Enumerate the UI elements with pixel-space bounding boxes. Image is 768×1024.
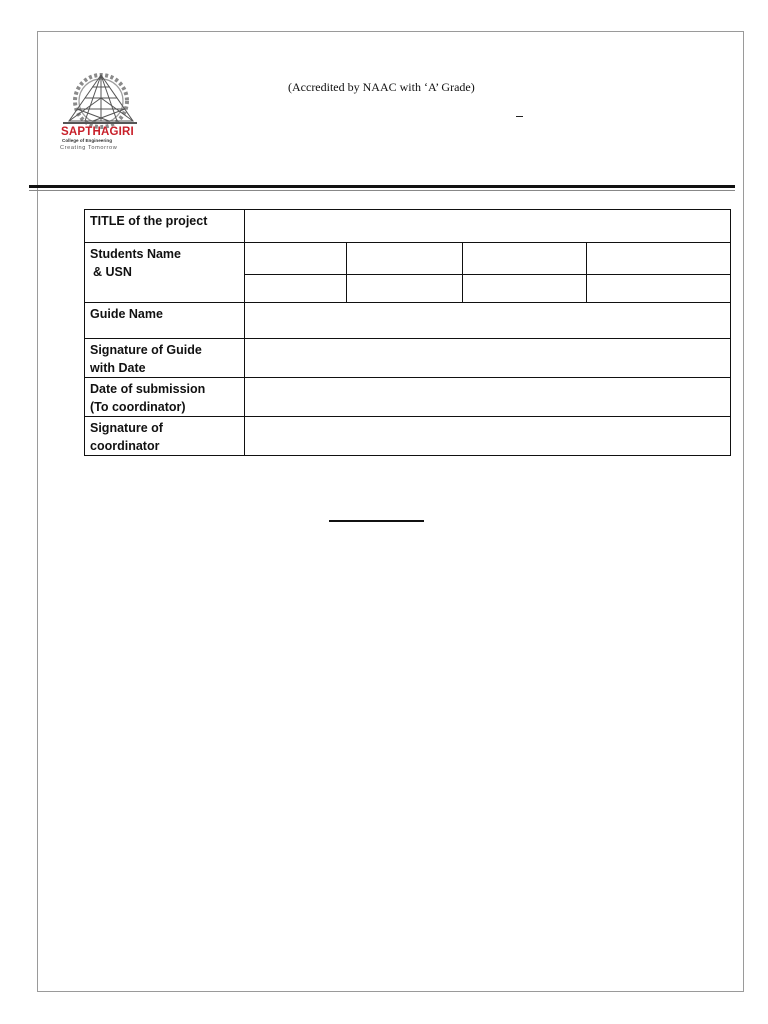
college-crest-logo-icon (59, 69, 149, 151)
student-1-usn-cell[interactable] (245, 275, 347, 303)
student-4-name-cell[interactable] (587, 243, 731, 275)
title-label: TITLE of the project (90, 214, 208, 228)
svg-text:College of Engineering: College of Engineering (62, 138, 113, 143)
svg-text:SAPTHAGIRI: SAPTHAGIRI (61, 126, 134, 138)
table-row (85, 339, 731, 378)
header-divider (29, 185, 735, 188)
submission-date-input-cell[interactable] (245, 378, 731, 417)
students-label-cell (85, 243, 245, 303)
student-1-name-cell[interactable] (245, 243, 347, 275)
dash-mark (516, 116, 523, 117)
table-row (85, 378, 731, 417)
usn-label-line: & USN (93, 265, 132, 279)
table-row (85, 210, 731, 243)
guide-signature-label-cell (85, 339, 245, 378)
accreditation-text: (Accredited by NAAC with ‘A’ Grade) (288, 80, 475, 94)
table-row (85, 303, 731, 339)
student-2-usn-cell[interactable] (347, 275, 463, 303)
submission-date-label-cell (85, 378, 245, 417)
header-divider-thin (29, 190, 735, 191)
coordinator-signature-input-cell[interactable] (245, 417, 731, 456)
guide-signature-input-cell[interactable] (245, 339, 731, 378)
submission-to-coordinator-line: (To coordinator) (90, 400, 186, 414)
document-page (37, 31, 744, 992)
student-4-usn-cell[interactable] (587, 275, 731, 303)
guide-signature-label-line: Signature of Guide (90, 343, 202, 357)
student-3-name-cell[interactable] (463, 243, 587, 275)
coordinator-signature-label-line: Signature of (90, 421, 163, 435)
title-label-cell (85, 210, 245, 243)
signature-line (329, 520, 424, 522)
title-input-cell[interactable] (245, 210, 731, 243)
guide-name-label: Guide Name (90, 307, 163, 321)
guide-name-input-cell[interactable] (245, 303, 731, 339)
svg-text:Creating Tomorrow: Creating Tomorrow (60, 145, 118, 151)
coordinator-label-line: coordinator (90, 439, 160, 453)
guide-name-label-cell (85, 303, 245, 339)
coordinator-signature-label-cell (85, 417, 245, 456)
table-row (85, 243, 731, 275)
project-details-table (84, 209, 731, 456)
student-3-usn-cell[interactable] (463, 275, 587, 303)
guide-signature-date-line: with Date (90, 361, 146, 375)
student-2-name-cell[interactable] (347, 243, 463, 275)
submission-date-label-line: Date of submission (90, 382, 206, 396)
students-label-line: Students Name (90, 247, 181, 261)
table-row (85, 417, 731, 456)
college-logo (59, 69, 149, 151)
